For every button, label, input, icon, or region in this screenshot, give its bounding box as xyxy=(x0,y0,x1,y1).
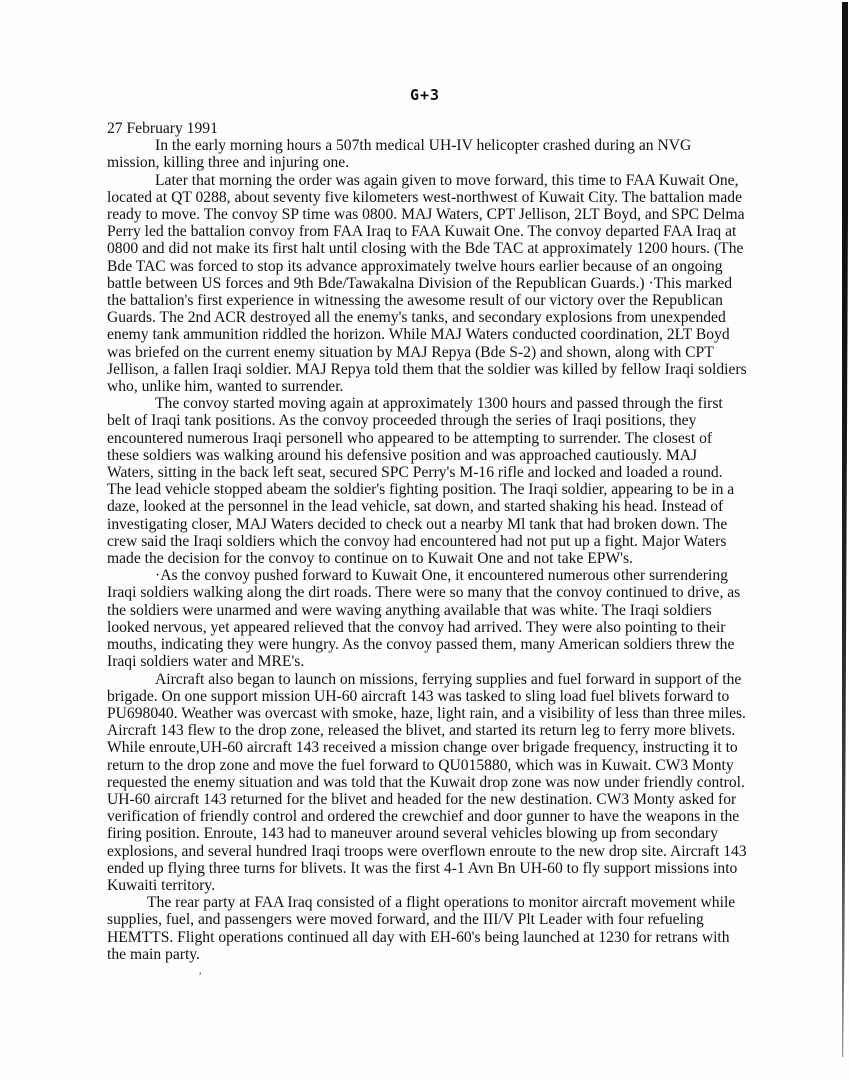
entry-date: 27 February 1991 xyxy=(107,120,218,137)
scan-edge-shadow xyxy=(842,2,848,1057)
paragraph-rear-party: The rear party at FAA Iraq consisted of a flight operations to monitor aircraft movement while supplies, fuel, and passengers were moved forward, and the III/V Plt Leader with four refueling HEMTTS. Flight operations continued all day with EH-60's being launched at 1230 for retrans with the main party. xyxy=(107,894,736,963)
paragraph-tank-positions: The convoy started moving again at approximately 1300 hours and passed through the first belt of Iraqi tank positions. As the convoy proceeded through the series of Iraqi positions, they encountered numerous Iraqi personell who appeared to be attempting to surrender. The closest of these soldiers was walking around his defensive position and was approached cautiously. MAJ Waters, sitting in the back left seat, secured SPC Perry's M-16 rifle and locked and loaded a round. The lead vehicle stopped abeam the soldier's fighting position. The Iraqi soldier, appearing to be in a daze, looked at the personnel in the lead vehicle, sat down, and started shaking his head. Instead of investigating closer, MAJ Waters decided to check out a nearby Ml tank that had broken down. The crew said the Iraqi soldiers which the convoy had encountered had not put up a fight. Major Waters made the decision for the convoy to continue on to Kuwait One and not take EPW's. xyxy=(107,395,735,568)
paragraph-convoy-move: Later that morning the order was again given to move forward, this time to FAA Kuwait One, located at QT 0288, about seventy five kilometers west-northwest of Kuwait City. The battalion made ready to move. The convoy SP time was 0800. MAJ Waters, CPT Jellison, 2LT Boyd, and SPC Delma Perry led the battalion convoy from FAA Iraq to FAA Kuwait One. The convoy departed FAA Iraq at 0800 and did not make its first halt until closing with the Bde TAC at approximately 1200 hours. (The Bde TAC was forced to stop its advance approximately twelve hours earlier because of an ongoing battle between US forces and 9th Bde/Tawakalna Division of the Republican Guards.) ·This marked the battalion's first experience in witnessing the awesome result of our victory over the Republican Guards. The 2nd ACR destroyed all the enemy's tanks, and secondary explosions from unexpended enemy tank ammunition riddled the horizon. While MAJ Waters conducted coordination, 2LT Boyd was briefed on the current enemy situation by MAJ Repya (Bde S-2) and shown, along with CPT Jellison, a fallen Iraqi soldier. MAJ Repya told them that the soldier was killed by fellow Iraqi soldiers who, unlike him, wanted to surrender. xyxy=(107,171,747,396)
paragraph-surrendering-soldiers: ·As the convoy pushed forward to Kuwait One, it encountered numerous other surrendering Iraqi soldiers walking along the dirt roads. There were so many that the convoy continued to drive, as the soldiers were unarmed and were waving anything available that was white. The Iraqi soldiers looked nervous, yet appeared relieved that the convoy had arrived. They were also pointing to their mouths, indicating they were hungry. As the convoy passed them, many American soldiers threw the Iraqi soldiers water and MRE's. xyxy=(107,567,741,671)
paragraph-helicopter-crash: In the early morning hours a 507th medical UH-IV helicopter crashed during an NVG mission, killing three and injuring one. xyxy=(107,137,692,172)
paragraph-aircraft-missions: Aircraft also began to launch on missions, ferrying supplies and fuel forward in support of the brigade. On one support mission UH-60 aircraft 143 was tasked to sling load fuel blivets forward to PU698040. Weather was overcast with smoke, haze, light rain, and a visibility of less than three miles. Aircraft 143 flew to the drop zone, released the blivet, and started its return leg to ferry more blivets. While enroute,UH-60 aircraft 143 received a mission change over brigade frequency, instructing it to return to the drop zone and move the fuel forward to QU015880, which was in Kuwait. CW3 Monty requested the enemy situation and was told that the Kuwait drop zone was now under friendly control. UH-60 aircraft 143 returned for the blivet and headed for the new destination. CW3 Monty asked for verification of friendly control and ordered the crewchief and door gunner to have the weapons in the firing position. Enroute, 143 had to maneuver around several vehicles blowing up from secondary explosions, and several hundred Iraqi troops were overflown enroute to the new drop site. Aircraft 143 ended up flying three turns for blivets. It was the first 4-1 Avn Bn UH-60 to fly support missions into Kuwaiti territory. xyxy=(107,670,747,894)
document-body xyxy=(107,120,747,963)
page-header: G+3 xyxy=(409,86,441,104)
stray-mark: ′ xyxy=(199,969,202,983)
